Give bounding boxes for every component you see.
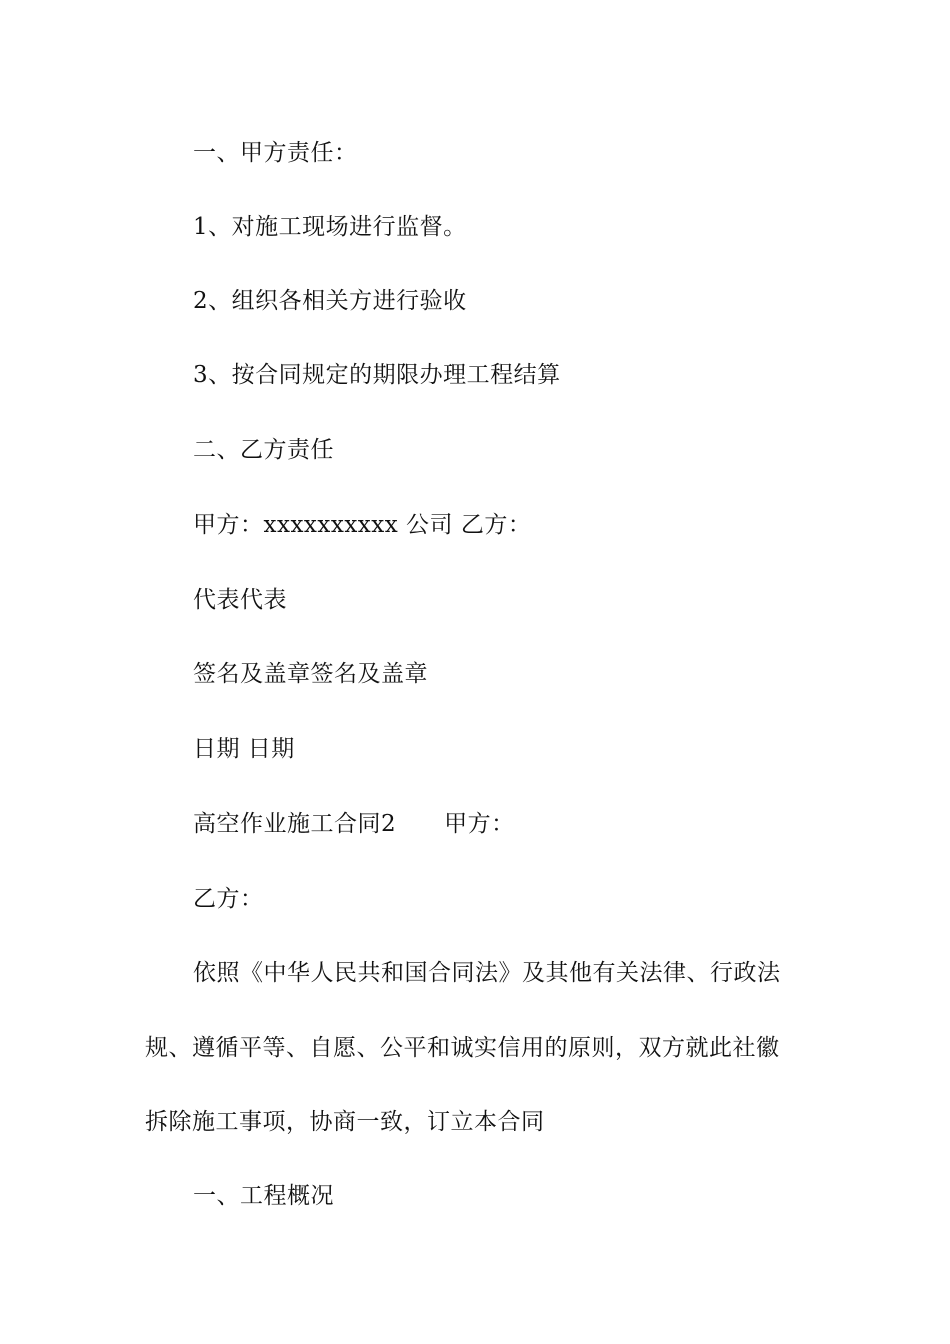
list-item: 2、组织各相关方进行验收 (193, 288, 467, 314)
signature-line: 签名及盖章签名及盖章 (193, 661, 428, 687)
section-heading-party-b-duties: 二、乙方责任 (193, 437, 334, 463)
representative-line: 代表代表 (193, 587, 287, 613)
section-heading-party-a-duties: 一、甲方责任： (193, 140, 358, 166)
contract-title: 高空作业施工合同2 (193, 811, 397, 837)
paragraph-line: 拆除施工事项，协商一致，订立本合同 (145, 1109, 545, 1135)
list-item: 3、按合同规定的期限办理工程结算 (193, 362, 561, 388)
contract-title-line (193, 809, 515, 839)
party-a-label: 甲方： (444, 811, 515, 837)
paragraph-line: 规、遵循平等、自愿、公平和诚实信用的原则，双方就此社徽 (145, 1035, 780, 1061)
date-line: 日期 日期 (193, 736, 295, 762)
party-b-label: 乙方： (193, 886, 264, 912)
section-heading-project-overview: 一、工程概况 (193, 1183, 334, 1209)
paragraph-line: 依照《中华人民共和国合同法》及其他有关法律、行政法 (193, 960, 781, 986)
list-item: 1、对施工现场进行监督。 (193, 214, 467, 240)
parties-line: 甲方：xxxxxxxxxx 公司 乙方： (193, 512, 532, 538)
